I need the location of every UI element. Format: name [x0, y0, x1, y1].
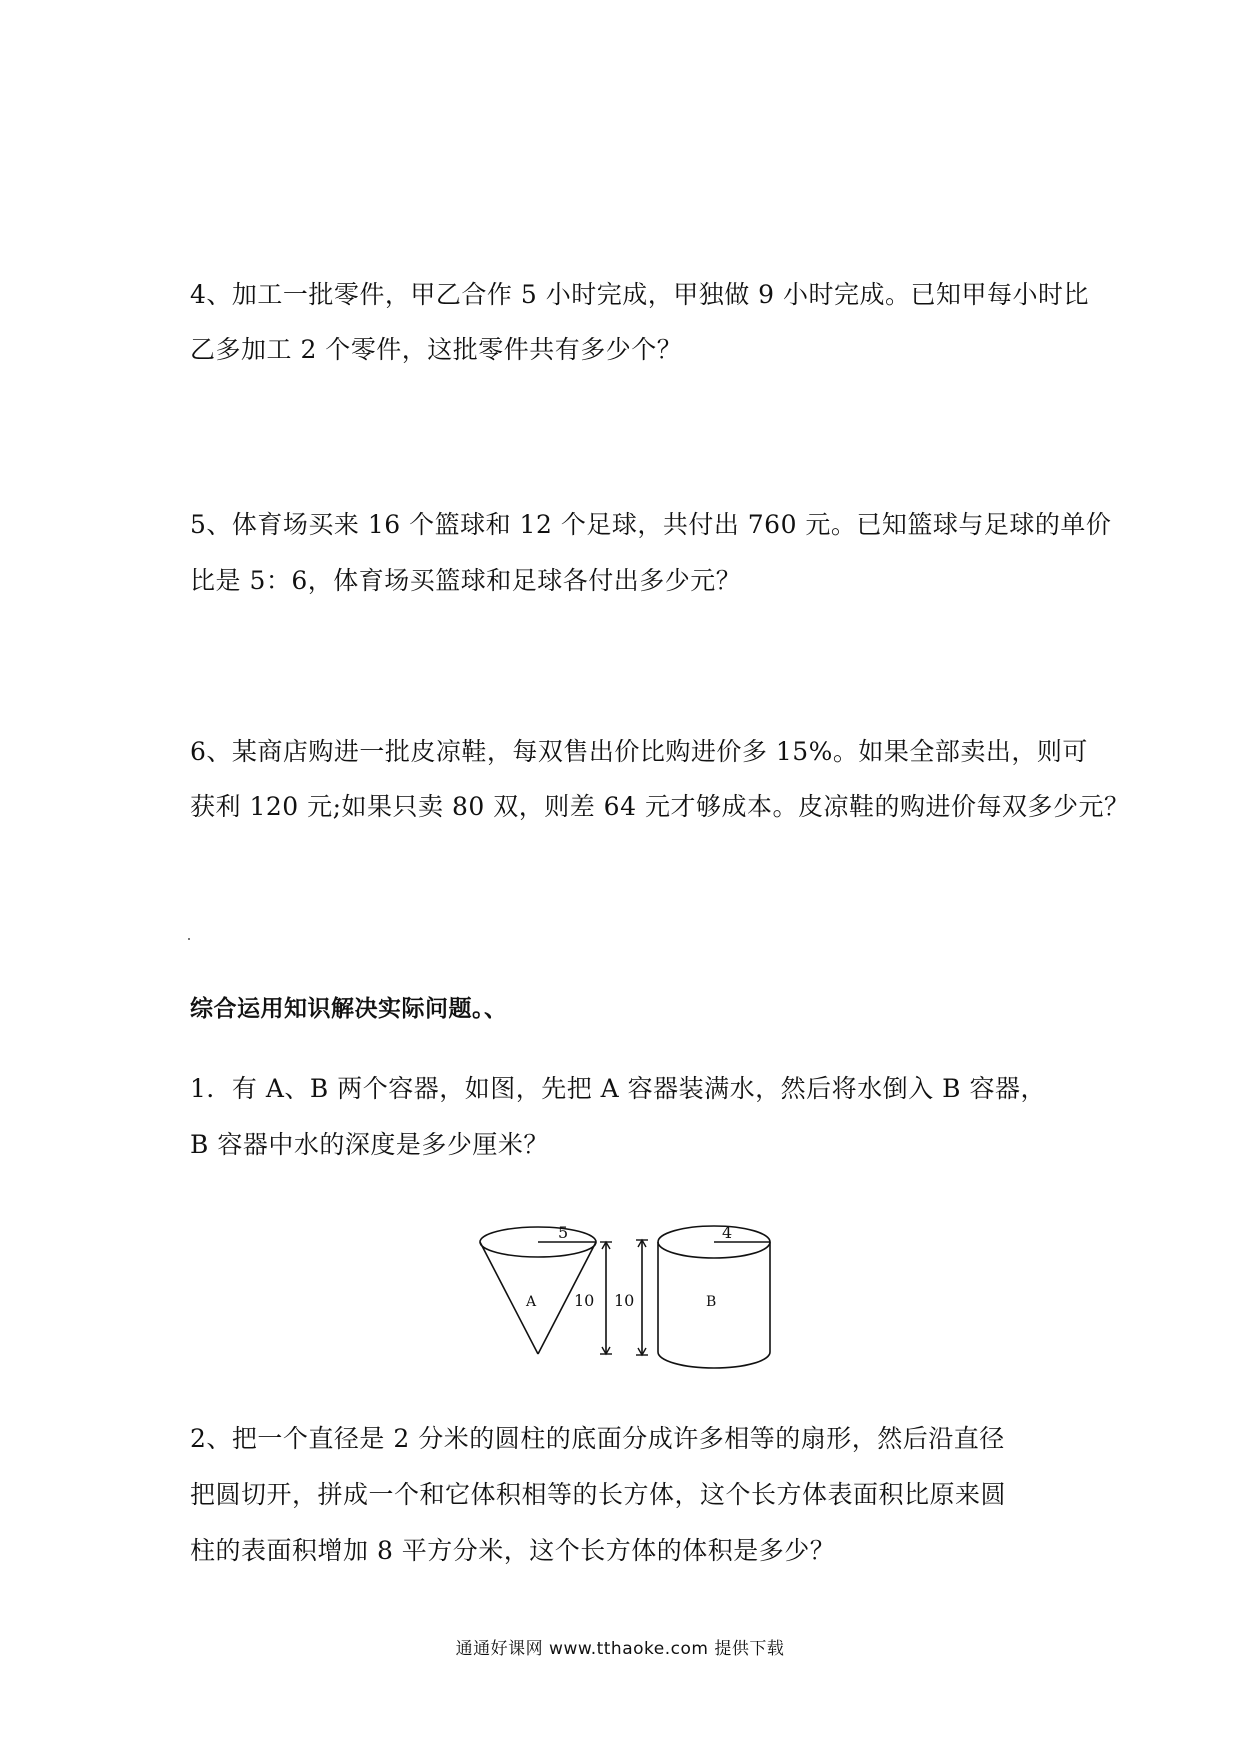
problem-4-line-1: 4、加工一批零件，甲乙合作 5 小时完成，甲独做 9 小时完成。已知甲每小时比 — [190, 280, 1090, 309]
containers-figure — [478, 1222, 778, 1370]
question-1-line-1: 1．有 A、B 两个容器，如图，先把 A 容器装满水，然后将水倒入 B 容器， — [190, 1074, 1046, 1103]
cone-height-label: 10 — [574, 1291, 595, 1310]
page-footer: 通通好课网 www.tthaoke.com 提供下载 — [455, 1639, 785, 1659]
question-2-line-1: 2、把一个直径是 2 分米的圆柱的底面分成许多相等的扇形，然后沿直径 — [190, 1424, 1005, 1453]
cylinder-height-label: 10 — [614, 1291, 635, 1310]
section-heading: 综合运用知识解决实际问题。、 — [190, 996, 508, 1022]
cone-label: A — [526, 1294, 537, 1310]
cone-radius-label: 5 — [558, 1223, 569, 1242]
problem-4-line-2: 乙多加工 2 个零件，这批零件共有多少个？ — [190, 335, 683, 364]
cylinder-radius-label: 4 — [722, 1223, 733, 1242]
problem-5-line-2: 比是 5：6，体育场买篮球和足球各付出多少元？ — [190, 566, 742, 595]
problem-5-line-1: 5、体育场买来 16 个篮球和 12 个足球，共付出 760 元。已知篮球与足球的单价 — [190, 510, 1112, 539]
cylinder-label: B — [706, 1294, 717, 1310]
cylinder-bottom-arc — [658, 1352, 770, 1368]
cone-a — [480, 1223, 612, 1354]
problem-6-line-2: 获利 120 元;如果只卖 80 双，则差 64 元才够成本。皮凉鞋的购进价每双多少元？ — [190, 792, 1130, 821]
question-1-line-2: B 容器中水的深度是多少厘米？ — [190, 1130, 549, 1159]
cylinder-b — [614, 1223, 770, 1368]
question-2-line-3: 柱的表面积增加 8 平方分米，这个长方体的体积是多少？ — [190, 1536, 836, 1565]
question-2-line-2: 把圆切开，拼成一个和它体积相等的长方体，这个长方体表面积比原来圆 — [190, 1480, 1007, 1509]
stray-mark — [188, 938, 190, 940]
problem-6-line-1: 6、某商店购进一批皮凉鞋，每双售出价比购进价多 15%。如果全部卖出，则可 — [190, 737, 1088, 766]
